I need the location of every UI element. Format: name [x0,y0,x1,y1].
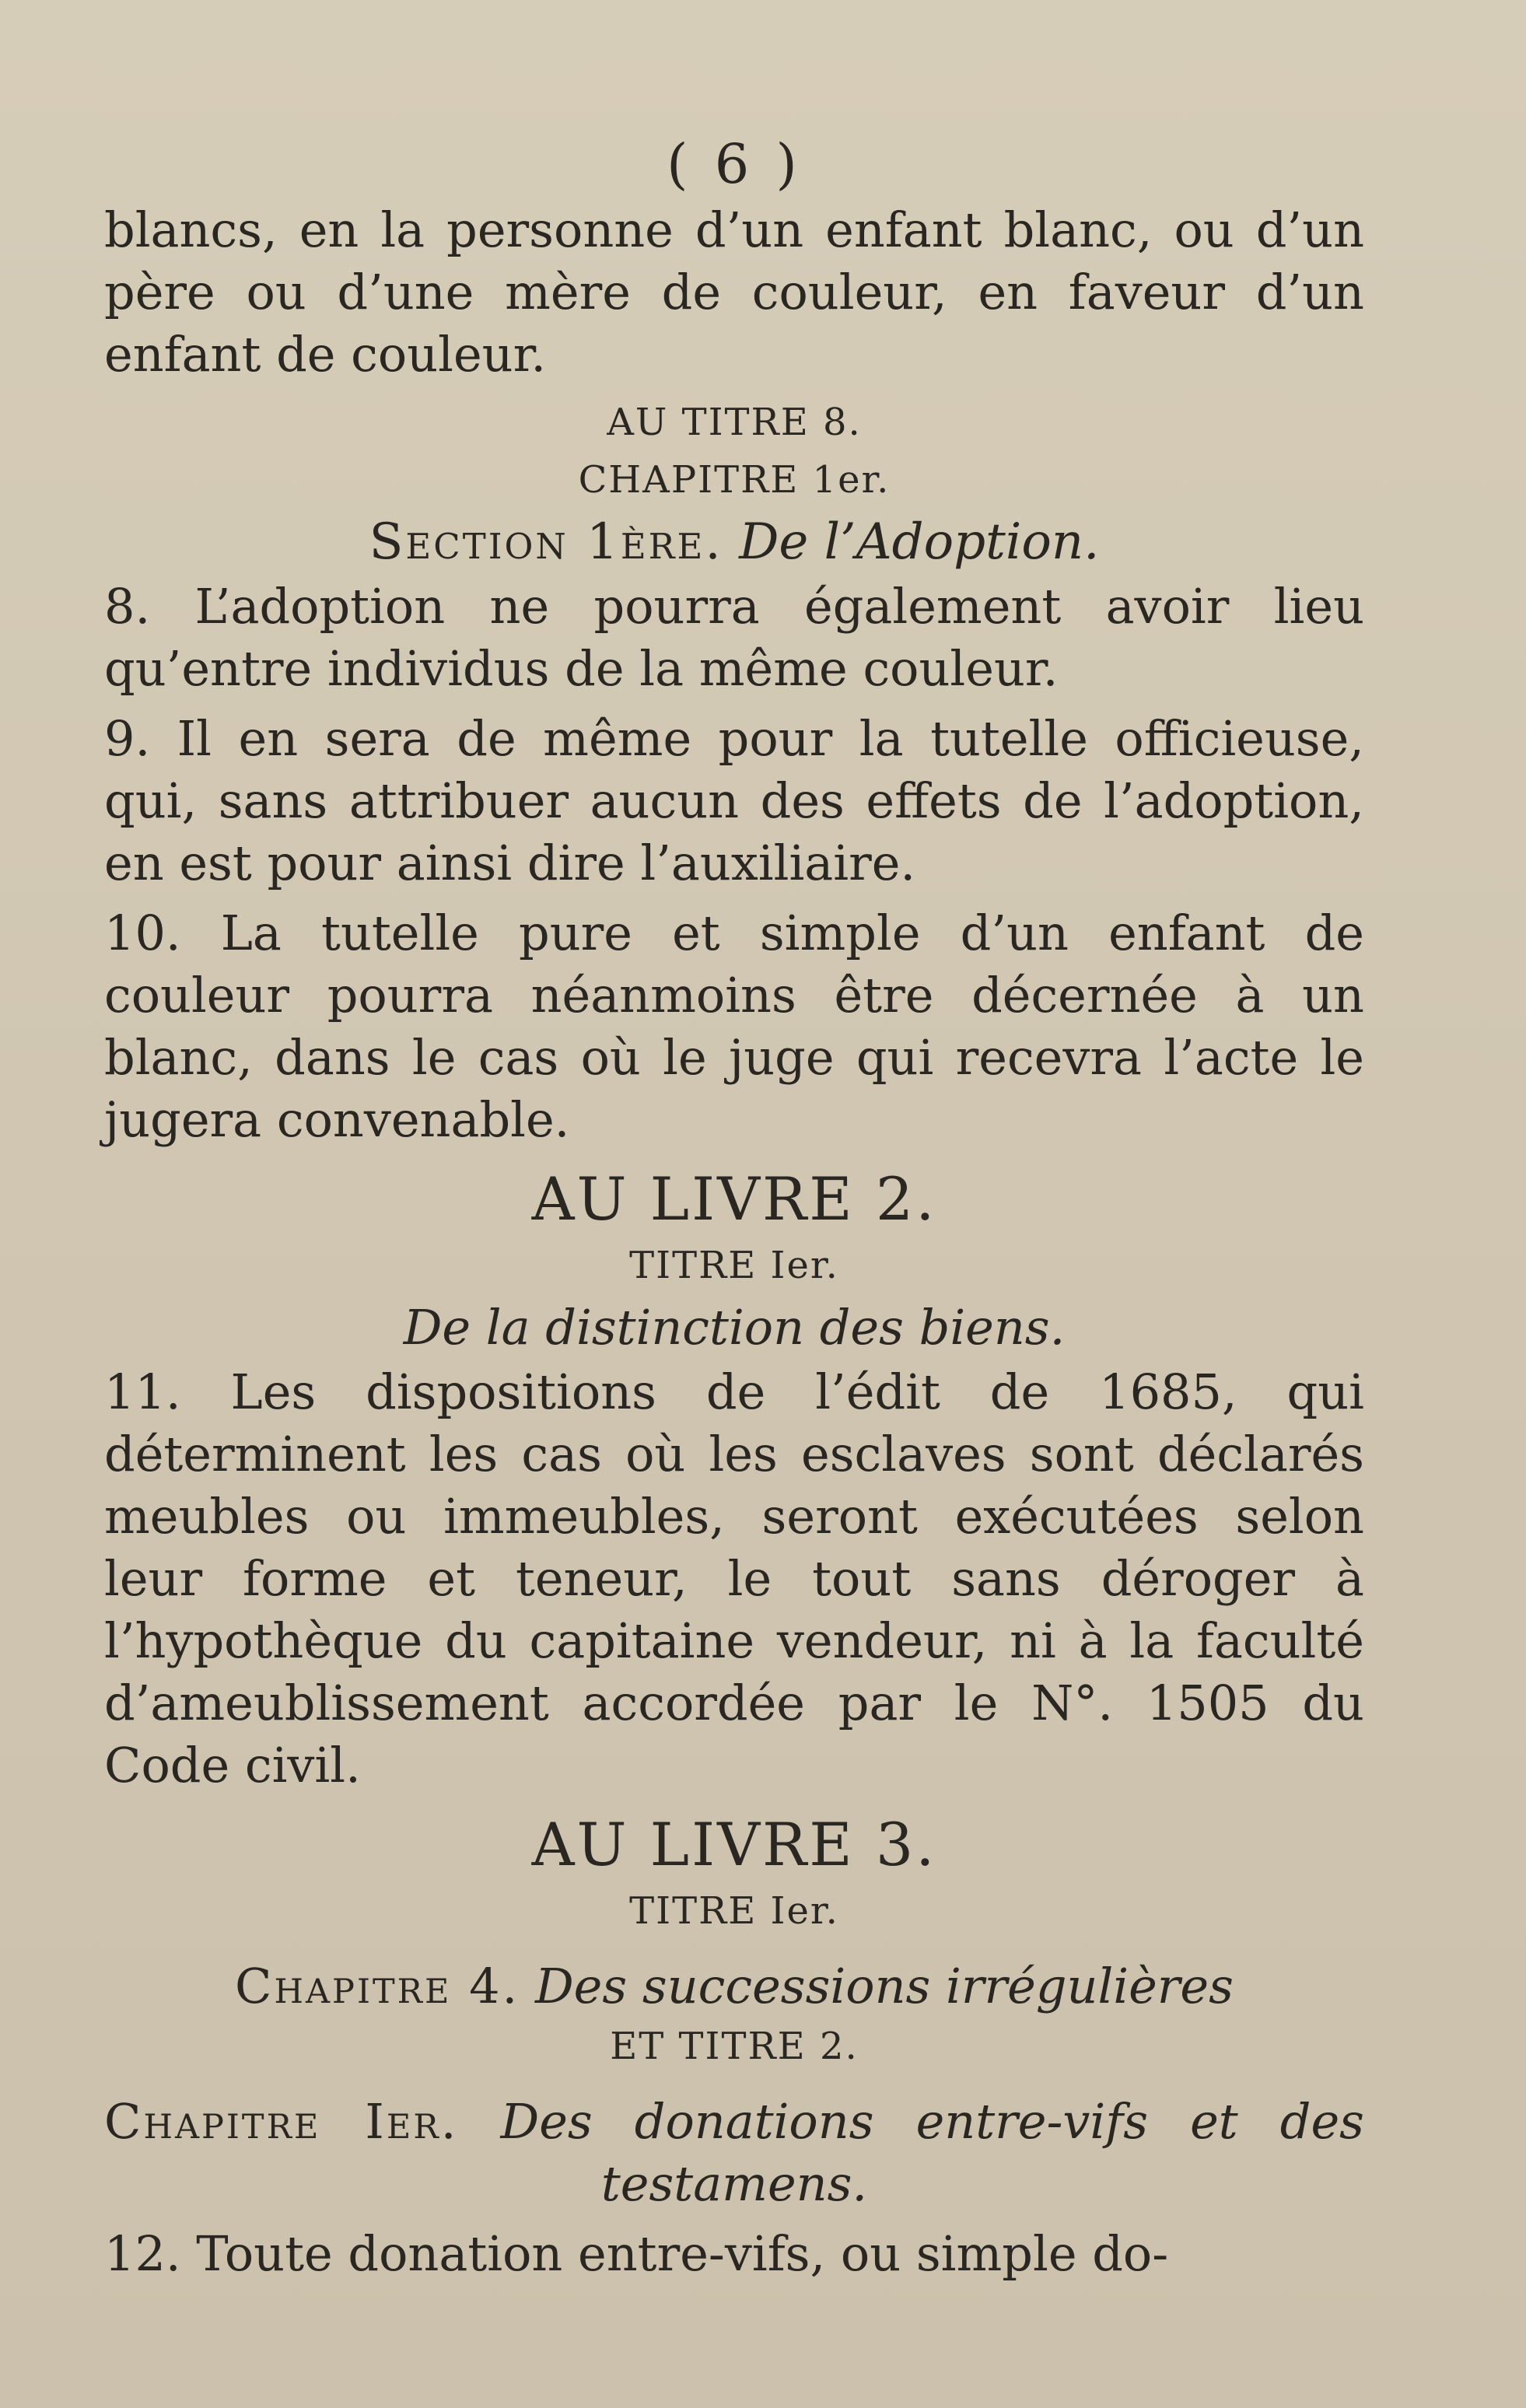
page-content [104,132,1364,2293]
chapitre-4-label: Chapitre 4. [235,1958,520,2014]
article-12: 12. Toute donation entre-vifs, ou simple do- [104,2225,1169,2282]
article-9: 9. Il en sera de même pour la tutelle officieuse, qui, sans attribuer aucun des effets de l’adoption, en est pour ainsi dire l’auxiliaire. [104,710,1364,891]
heading-chapitre-1-donations [104,2091,1364,2153]
article-8: 8. L’adoption ne pourra également avoir lieu qu’entre individus de la même couleur. [104,578,1364,697]
chapitre-4-title: Des successions irrégulières [534,1958,1234,2014]
section-title: De l’Adoption. [739,513,1100,571]
heading-et-titre-2: ET TITRE 2. [610,2025,859,2068]
chapitre-1-label: Chapitre Ier. [104,2093,459,2150]
heading-chapitre-4 [104,1955,1364,2018]
heading-section-adoption [104,509,1364,576]
heading-au-livre-3: AU LIVRE 3. [531,1810,937,1879]
heading-chapitre-1: CHAPITRE 1er. [578,458,891,502]
page-number: ( 6 ) [667,132,802,196]
heading-titre-1-b: TITRE Ier. [629,1889,839,1933]
heading-au-titre-8: AU TITRE 8. [607,401,862,444]
heading-distinction-biens: De la distinction des biens. [403,1299,1066,1356]
heading-titre-1-a: TITRE Ier. [629,1244,839,1287]
heading-au-livre-2: AU LIVRE 2. [531,1164,937,1234]
chapitre-1-title: Des donations entre-vifs et des [500,2093,1364,2150]
article-11: 11. Les dispositions de l’édit de 1685, qui déterminent les cas où les esclaves sont déclarés meubles ou immeubles, seront exécutées selon leur forme et teneur, le tout sans déroger à l’hypothèque du capitaine vendeur, ni à la faculté d’ameublissement accordée par le N°. 1505 du Code civil. [104,1363,1364,1794]
article-10: 10. La tutelle pure et simple d’un enfant de couleur pourra néanmoins être décernée à un blanc, dans le cas où le juge qui recevra l’acte le jugera convenable. [104,905,1364,1148]
chapitre-1-title-continuation: testamens. [600,2155,868,2212]
section-label: Section 1ère. [369,513,723,571]
paragraph-intro: blancs, en la personne d’un enfant blanc, ou d’un père ou d’une mère de couleur, en faveur d’un enfant de couleur. [104,201,1364,383]
